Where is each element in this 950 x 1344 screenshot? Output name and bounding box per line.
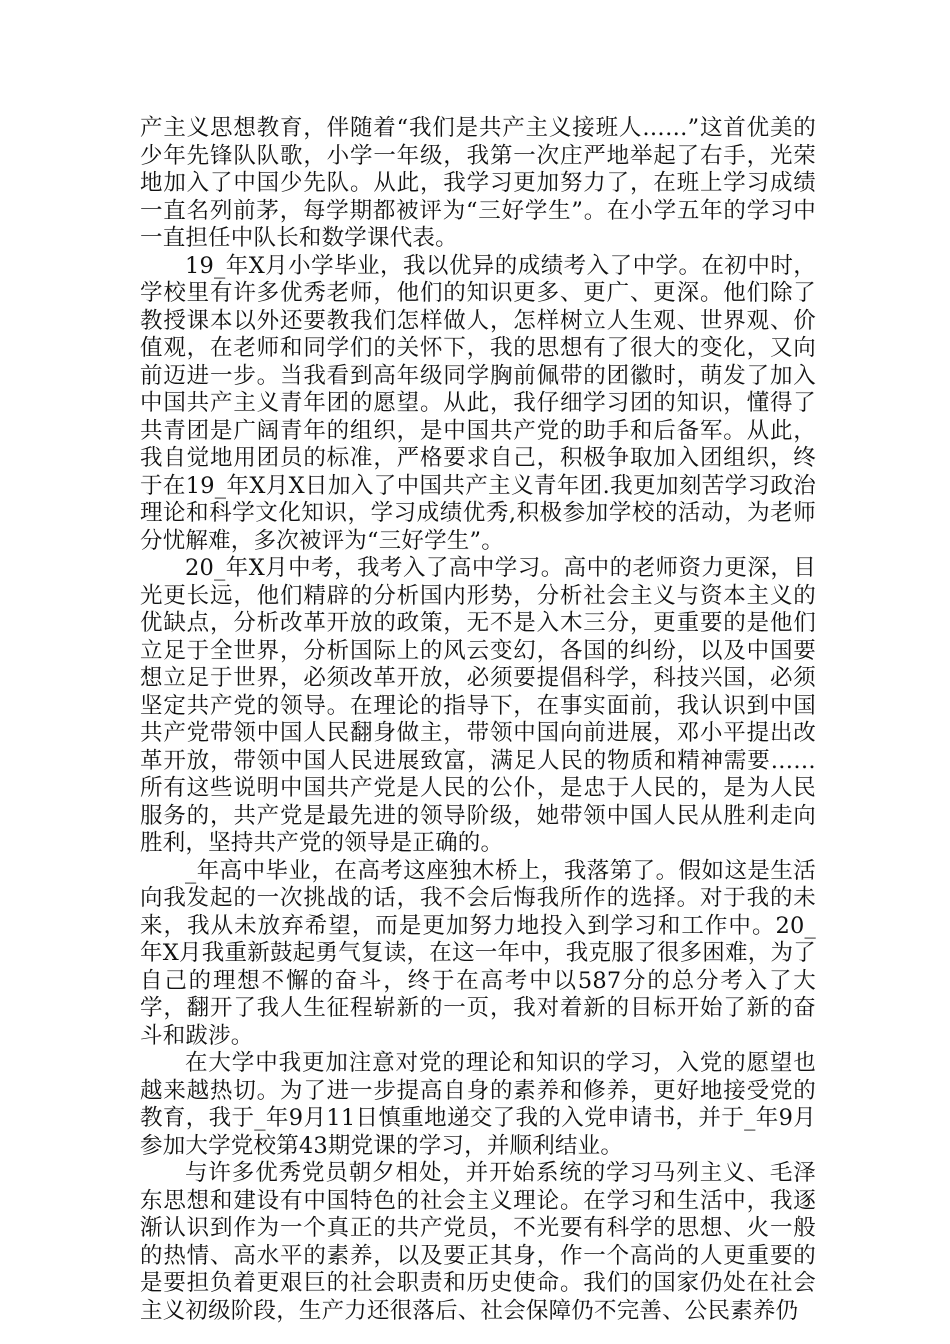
document-page	[140, 115, 816, 1325]
paragraph-6: 与许多优秀党员朝夕相处，并开始系统的学习马列主义、毛泽东思想和建设有中国特色的社会主义理论。在学习和生活中，我逐渐认识到作为一个真正的共产党员，不光要有科学的思想、火一般的热情、高水平的素养，以及要正其身，作一个高尚的人更重要的是要担负着更艰巨的社会职责和历史使命。我们的国家仍处在社会主义初级阶段，生产力还很落后、社会保障仍不完善、公民素养仍	[140, 1160, 816, 1324]
paragraph-4: _年高中毕业，在高考这座独木桥上，我落第了。假如这是生活向我发起的一次挑战的话，我不会后悔我所作的选择。对于我的未来，我从未放弃希望，而是更加努力地投入到学习和工作中。20_年X月我重新鼓起勇气复读，在这一年中，我克服了很多困难，为了自己的理想不懈的奋斗，终于在高考中以587分的总分考入了大学，翻开了我人生征程崭新的一页，我对着新的目标开始了新的奋斗和跋涉。	[140, 857, 816, 1049]
paragraph-5: 在大学中我更加注意对党的理论和知识的学习，入党的愿望也越来越热切。为了进一步提高自身的素养和修养，更好地接受党的教育，我于_年9月11日慎重地递交了我的入党申请书，并于_年9月参加大学党校第43期党课的学习，并顺利结业。	[140, 1050, 816, 1159]
paragraph-1: 产主义思想教育，伴随着“我们是共产主义接班人……”这首优美的少年先锋队队歌，小学一年级，我第一次庄严地举起了右手，光荣地加入了中国少先队。从此，我学习更加努力了，在班上学习成绩一直名列前茅，每学期都被评为“三好学生”。在小学五年的学习中一直担任中队长和数学课代表。	[140, 115, 816, 251]
paragraph-3: 20_年X月中考，我考入了高中学习。高中的老师资力更深，目光更长远，他们精辟的分析国内形势，分析社会主义与资本主义的优缺点，分析改革开放的政策，无不是入木三分，更重要的是他们立足于全世界，分析国际上的风云变幻，各国的纠纷，以及中国要想立足于世界，必须改革开放，必须要提倡科学，科技兴国，必须坚定共产党的领导。在理论的指导下，在事实面前，我认识到中国共产党带领中国人民翻身做主，带领中国向前进展，邓小平提出改革开放，带领中国人民进展致富，满足人民的物质和精神需要……所有这些说明中国共产党是人民的公仆，是忠于人民的，是为人民服务的，共产党是最先进的领导阶级，她带领中国人民从胜利走向胜利，坚持共产党的领导是正确的。	[140, 555, 816, 856]
paragraph-2: 19_年X月小学毕业，我以优异的成绩考入了中学。在初中时，学校里有许多优秀老师，他们的知识更多、更广、更深。他们除了教授课本以外还要教我们怎样做人，怎样树立人生观、世界观、价值观，在老师和同学们的关怀下，我的思想有了很大的变化，又向前迈进一步。当我看到高年级同学胸前佩带的团徽时，萌发了加入中国共产主义青年团的愿望。从此，我仔细学习团的知识，懂得了共青团是广阔青年的组织，是中国共产党的助手和后备军。从此，我自觉地用团员的标准，严格要求自己，积极争取加入团组织，终于在19_年X月X日加入了中国共产主义青年团.我更加刻苦学习政治理论和科学文化知识，学习成绩优秀,积极参加学校的活动，为老师分忧解难，多次被评为“三好学生”。	[140, 252, 816, 554]
